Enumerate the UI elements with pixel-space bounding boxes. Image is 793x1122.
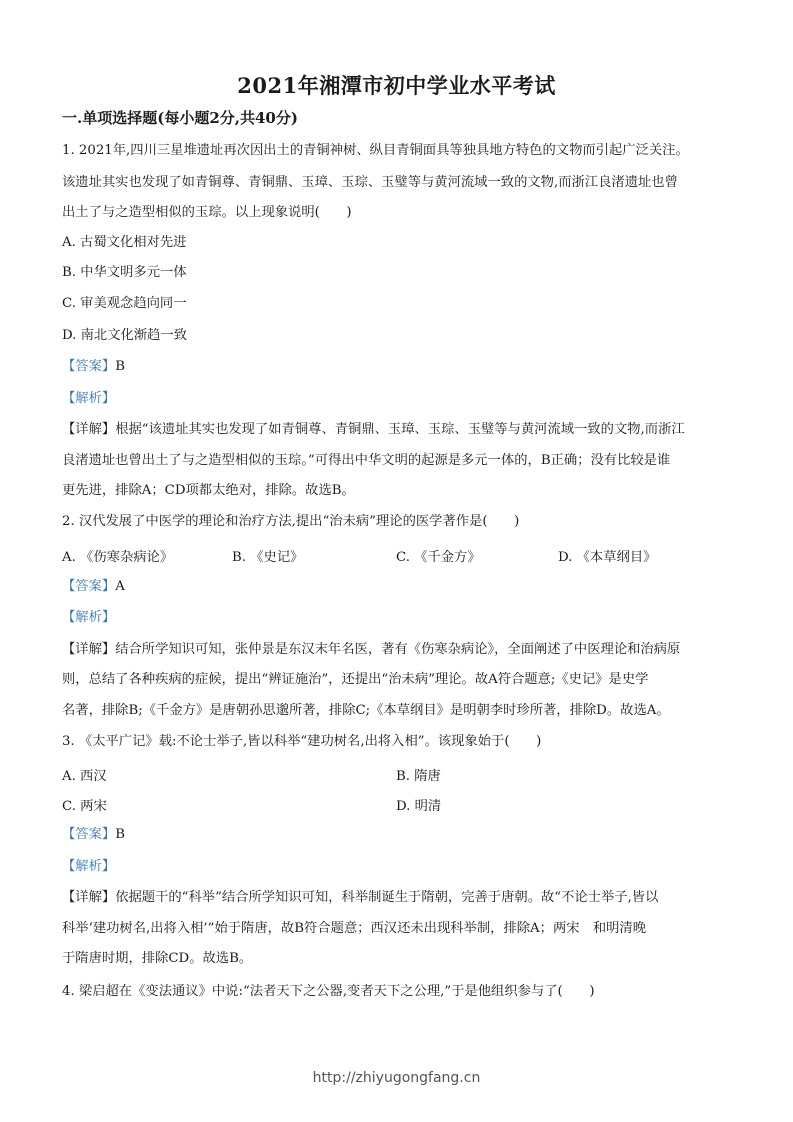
q4-stem: 4. 梁启超在《变法通议》中说:“法者天下之公器,变者天下之公理,”于是他组织参与了( ) [62,984,595,999]
q3-option-a: A. 西汉 [62,769,107,784]
q2-detail-line-1 [62,641,680,659]
detail-tag: 【详解】 [62,422,116,437]
q1-answer [62,358,125,376]
q1-option-d: D. 南北文化渐趋一致 [62,328,188,343]
detail-text: 结合所学知识可知，张仲景是东汉末年名医，著有《伤寒杂病论》，全面阐述了中医理论和治病原 [115,642,681,657]
answer-value: B [115,359,125,374]
q1-stem-line-1: 1. 2021年,四川三星堆遗址再次因出土的青铜神树、纵目青铜面具等独具地方特色的文物而引起广泛关注。 [62,143,689,158]
q2-analysis-tag: 【解析】 [62,610,116,625]
q3-stem: 3. 《太平广记》载:不论士举子,皆以科举“建功树名,出将入相”。该现象始于( ) [62,734,542,749]
q2-stem: 2. 汉代发展了中医学的理论和治疗方法,提出“治未病”理论的医学著作是( ) [62,514,520,529]
detail-tag: 【详解】 [62,890,116,905]
q3-detail-line-2: 科举‘建功树名,出将入相’”始于隋唐，故B符合题意；西汉还未出现科举制，排除A；两宋 和明清晚 [62,921,647,936]
q2-option-b: B. 《史记》 [232,550,304,565]
q3-option-c: C. 两宋 [62,799,107,814]
q2-option-a: A. 《伤寒杂病论》 [62,550,174,565]
q1-analysis-tag: 【解析】 [62,391,116,406]
answer-tag: 【答案】 [62,579,116,594]
answer-value: B [115,827,125,842]
q3-analysis-tag: 【解析】 [62,859,116,874]
q3-detail-line-1 [62,889,658,907]
q1-stem-line-2: 该遗址其实也发现了如青铜尊、青铜鼎、玉璋、玉琮、玉璧等与黄河流域一致的文物,而浙江良渚遗址也曾 [62,175,678,190]
answer-tag: 【答案】 [62,827,116,842]
detail-text: 依据题干的“科举”结合所学知识可知，科举制诞生于隋朝，完善于唐朝。故“不论士举子,皆以 [115,890,659,905]
q3-answer [62,826,125,844]
answer-value: A [115,579,125,594]
q1-stem-line-3: 出土了与之造型相似的玉琮。以上现象说明( ) [62,205,352,220]
footer-url: http://zhiyugongfang.cn [312,1070,481,1086]
detail-tag: 【详解】 [62,642,116,657]
q1-option-c: C. 审美观念趋向同一 [62,296,187,311]
q1-detail-line-3: 更先进，排除A；CD项都太绝对，排除。故选B。 [62,483,355,498]
q2-answer [62,578,125,596]
page-title: 2021年湘潭市初中学业水平考试 [237,73,556,98]
q2-detail-line-2: 则，总结了各种疾病的症候，提出“辨证施治”，还提出“治未病”理论。故A符合题意;《史记》是史学 [62,672,649,687]
q3-option-b: B. 隋唐 [396,769,441,784]
detail-text: 根据“该遗址其实也发现了如青铜尊、青铜鼎、玉璋、玉琮、玉璧等与黄河流域一致的文物,而浙江 [115,422,685,437]
q1-detail-line-1 [62,421,685,439]
q3-detail-line-3: 于隋唐时期，排除CD。故选B。 [62,951,253,966]
q1-option-a: A. 古蜀文化相对先进 [62,235,187,250]
q1-option-b: B. 中华文明多元一体 [62,265,187,280]
section-heading: 一.单项选择题(每小题2分,共40分) [62,109,298,127]
q2-option-d: D. 《本草纲目》 [558,550,657,565]
q1-detail-line-2: 良渚遗址也曾出土了与之造型相似的玉琮。”可得出中华文明的起源是多元一体的，B正确；没有比较是谁 [62,453,671,468]
q2-option-c: C. 《千金方》 [396,550,481,565]
answer-tag: 【答案】 [62,359,116,374]
q3-option-d: D. 明清 [396,799,442,814]
q2-detail-line-3: 名著，排除B;《千金方》是唐朝孙思邈所著，排除C;《本草纲目》是明朝李时珍所著，排除D。故选A。 [62,703,670,718]
